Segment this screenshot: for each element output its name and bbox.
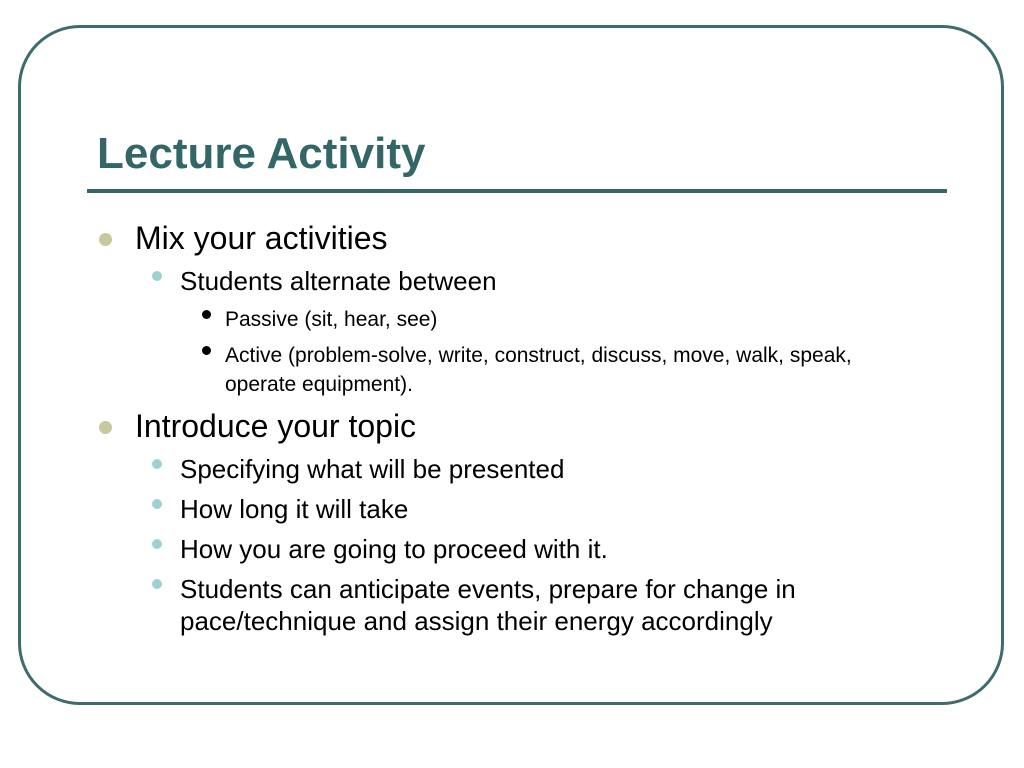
bullet-how-long: How long it will take [180, 494, 409, 524]
bullet-dot-icon [152, 271, 162, 281]
bullet-students-anticipate: Students can anticipate events, prepare for change in pace/technique and assign their energy accordingly [180, 574, 796, 636]
bullet-dot-icon [99, 233, 112, 246]
bullet-dot-icon [202, 310, 211, 319]
bullet-dot-icon [152, 499, 162, 509]
bullet-specifying: Specifying what will be presented [180, 454, 565, 484]
section-heading-mix-activities: Mix your activities [135, 220, 388, 256]
bullet-how-proceed: How you are going to proceed with it. [180, 534, 608, 564]
bullet-students-alternate: Students alternate between [180, 266, 497, 296]
bullet-active: Active (problem-solve, write, construct, discuss, move, walk, speak, operate equipment). [225, 344, 852, 396]
bullet-dot-icon [152, 459, 162, 469]
bullet-passive: Passive (sit, hear, see) [225, 308, 438, 331]
bullet-dot-icon [152, 539, 162, 549]
slide-title: Lecture Activity [97, 129, 426, 178]
section-heading-introduce-topic: Introduce your topic [135, 408, 417, 444]
bullet-dot-icon [202, 346, 211, 355]
bullet-dot-icon [152, 579, 162, 589]
bullet-dot-icon [99, 421, 112, 434]
